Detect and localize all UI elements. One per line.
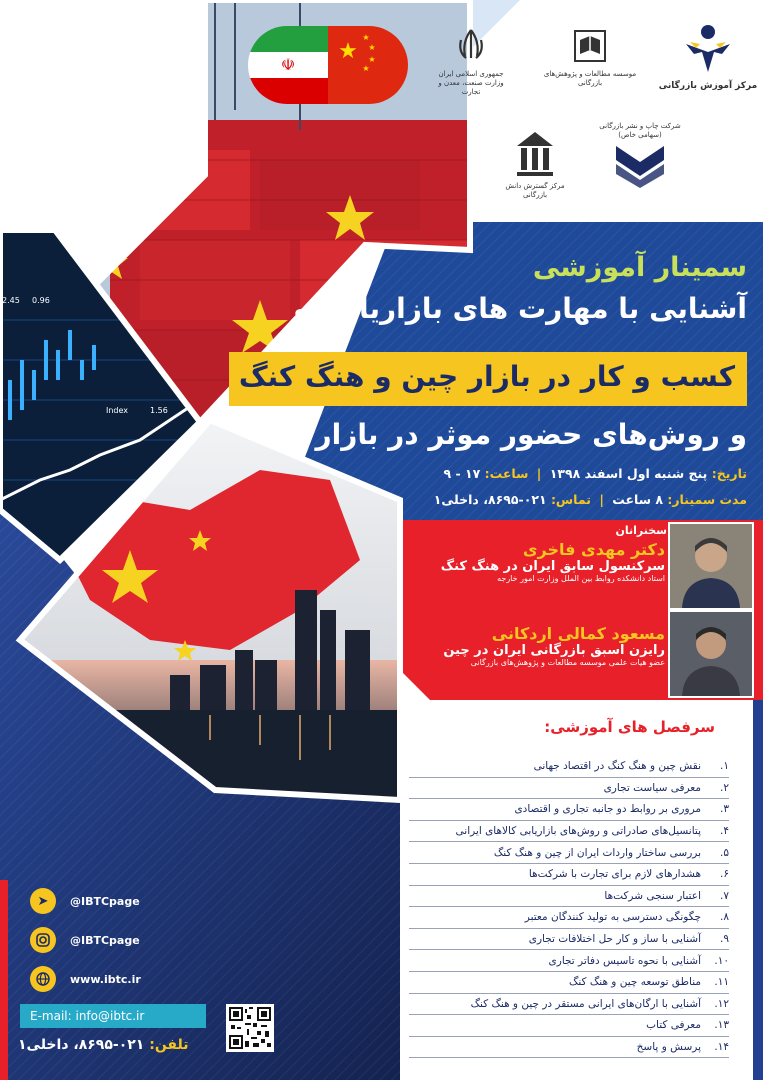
item-number: ۱۱. [714,976,729,989]
item-text: نقش چین و هنگ کنگ در اقتصاد جهانی [533,760,701,773]
logo-caption: شرکت چاپ و نشر بازرگانی [599,122,681,130]
item-text: بررسی ساختار واردات ایران از چین و هنگ کنگ [493,846,701,859]
chart-index-value: 1.56 [150,406,168,415]
contact-label: تماس: [550,492,591,507]
speakers-heading: سخنرانان [615,524,667,537]
speaker-affiliation: استاد دانشکده روابط بین الملل وزارت امور خارجه [497,574,665,583]
curriculum-item [409,756,729,778]
speaker-role: رایزن اسبق بازرگانی ایران در چین [443,643,665,658]
duration-label: مدت سمینار: [667,492,747,507]
qr-code[interactable] [226,1004,274,1052]
instagram-contact[interactable] [30,927,140,953]
item-text: اعتبار سنجی شرکت‌ها [604,889,701,902]
website-url[interactable]: www.ibtc.ir [70,972,141,986]
title-line-2: کسب و کار در بازار چین و هنگ کنگ [238,360,735,393]
iran-flag [248,26,328,104]
curriculum-item [409,929,729,951]
curriculum-item [409,1037,729,1059]
item-text: پرسش و پاسخ [636,1041,701,1054]
title-kicker: سمینار آموزشی [532,252,747,283]
iran-emblem-icon [451,26,491,66]
item-text: پتانسیل‌های صادراتی و روش‌های بازاریابی کالاهای ایرانی [455,825,701,838]
ibtc-logo [658,22,758,91]
telegram-handle[interactable]: @IBTCpage [70,894,140,908]
chart-value-1: 2.45 [2,296,20,305]
curriculum-item [409,886,729,908]
speaker-name: دکتر مهدی فاخری [522,540,665,559]
svg-text:☫: ☫ [280,55,296,74]
time-label: ساعت: [484,466,529,481]
logo-caption: وزارت صنعت، معدن و تجارت [438,79,504,96]
curriculum-item [409,1015,729,1037]
svg-text:★: ★ [362,64,370,73]
building-icon [513,128,557,178]
item-number: ۵. [720,846,729,859]
item-text: هشدارهای لازم برای تجارت با شرکت‌ها [528,868,701,881]
item-text: مروری بر روابط دو جانبه تجاری و اقتصادی [514,803,701,816]
curriculum-item [409,864,729,886]
curriculum-title: سرفصل های آموزشی: [544,718,715,736]
curriculum-item [409,799,729,821]
logo-caption: مرکز گسترش دانش بازرگانی [505,182,565,199]
email-address[interactable]: E-mail: info@ibtc.ir [20,1004,206,1028]
speaker-name: مسعود کمالی اردکانی [491,624,665,643]
speaker-affiliation: عضو هیات علمی موسسه مطالعات و پژوهش‌های بازرگانی [470,658,665,667]
printing-company-logo [585,122,695,194]
title-line-3: و روش‌های حضور موثر در بازار [315,418,747,451]
curriculum-item [409,950,729,972]
item-number: ۴. [720,825,729,838]
speaker-1 [385,540,665,583]
trade-studies-logo [540,26,640,88]
item-number: ۱۰. [714,954,729,967]
flags-badge [248,26,408,104]
item-number: ۶. [720,868,729,881]
website-contact[interactable] [30,966,141,992]
speaker-2-photo [668,610,754,698]
date-value: پنج شنبه اول اسفند ۱۳۹۸ [549,466,708,481]
speaker-2 [365,624,665,667]
printing-chevron-icon [610,140,670,190]
contact-value: ۰۲۱-۸۶۹۵، داخلی۱ [433,492,547,507]
curriculum-item [409,907,729,929]
left-red-strip [0,880,8,1080]
logo-caption: موسسه مطالعات و پژوهش‌های بازرگانی [543,70,637,87]
item-text: چگونگی دسترسی به تولید کنندگان معتبر [524,911,701,924]
date-label: تاریخ: [711,466,747,481]
svg-text:★: ★ [362,33,370,42]
phone-value: ۰۲۱-۸۶۹۵، داخلی۱ [18,1037,145,1053]
phone-line [18,1037,188,1053]
phone-label: تلفن: [149,1037,189,1053]
item-number: ۹. [720,933,729,946]
curriculum-item [409,842,729,864]
right-blue-strip [753,700,763,1080]
svg-text:★: ★ [338,39,358,64]
telegram-icon: ➤ [30,888,56,914]
ibtc-figure-icon [680,22,736,78]
logo-caption: مرکز آموزش بازرگانی [658,81,758,91]
instagram-handle[interactable]: @IBTCpage [70,933,140,947]
item-number: ۸. [720,911,729,924]
item-text: معرفی کتاب [646,1019,701,1032]
item-number: ۱۲. [714,997,729,1010]
date-time-line: تاریخ: پنج شنبه اول اسفند ۱۳۹۸ | ساعت: ۱۷ - ۹ [443,466,747,481]
item-text: آشنایی با ساز و کار حل اختلافات تجاری [528,933,701,946]
svg-text:★: ★ [368,55,376,64]
duration-contact-line: مدت سمینار: ۸ ساعت | تماس: ۰۲۱-۸۶۹۵، داخلی۱ [433,492,747,507]
institute-book-icon [570,26,610,66]
item-number: ۱۴. [714,1041,729,1054]
logo-caption: (سهامی خاص) [618,131,662,139]
curriculum-item [409,972,729,994]
title-line-1: آشنایی با مهارت های بازاریابی و [292,292,747,325]
item-number: ۷. [720,889,729,902]
item-text: آشنایی با ارگان‌های ایرانی مستقر در چین و هنگ کنگ [470,997,701,1010]
commerce-knowledge-logo [500,128,570,200]
curriculum-item [409,778,729,800]
item-text: معرفی سیاست تجاری [603,781,701,794]
curriculum-list [409,756,729,1058]
china-flag [328,26,408,104]
iran-emblem-logo [428,26,514,97]
item-text: آشنایی با نحوه تاسیس دفاتر تجاری [548,954,701,967]
curriculum-item [409,821,729,843]
item-number: ۱. [720,760,729,773]
speaker-role: سرکنسول سابق ایران در هنگ کنگ [440,559,665,574]
instagram-icon [30,927,56,953]
logo-caption: جمهوری اسلامی ایران [438,70,504,78]
globe-icon [30,966,56,992]
title-highlight-box [229,352,747,406]
chart-value-2: 0.96 [32,296,50,305]
time-value: ۱۷ - ۹ [443,466,481,481]
item-number: ۳. [720,803,729,816]
chart-index-label: Index [106,406,129,415]
item-text: مناطق توسعه چین و هنگ کنگ [568,976,701,989]
curriculum-item [409,994,729,1016]
item-number: ۲. [720,781,729,794]
speaker-1-photo [668,522,754,610]
svg-text:★: ★ [368,43,376,52]
duration-value: ۸ ساعت [612,492,663,507]
item-number: ۱۳. [714,1019,729,1032]
telegram-contact[interactable] [30,888,140,914]
